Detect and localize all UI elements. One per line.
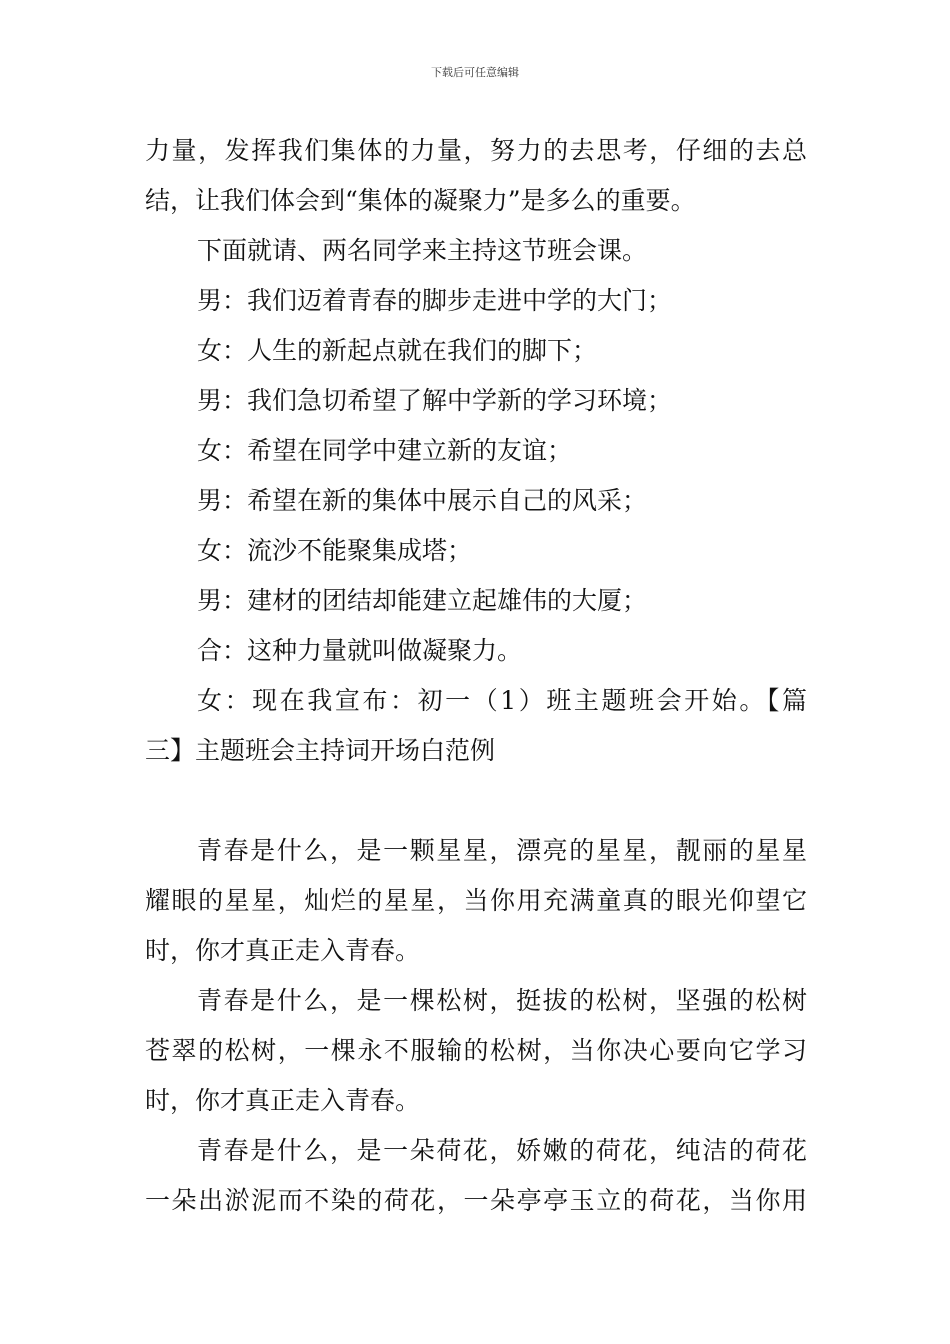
text-line: 青春是什么，是一颗星星，漂亮的星星，靓丽的星星 <box>197 836 807 865</box>
dialogue-line: 女：人生的新起点就在我们的脚下； <box>197 336 598 365</box>
text-line: 结，让我们体会到“集体的凝聚力”是多么的重要。 <box>145 186 696 215</box>
text-line: 力量，发挥我们集体的力量，努力的去思考，仔细的去总 <box>145 136 807 165</box>
text-line: 一朵出淤泥而不染的荷花，一朵亭亭玉立的荷花，当你用 <box>145 1186 807 1215</box>
section-title-line: 三】主题班会主持词开场白范例 <box>145 736 496 765</box>
text-line: 青春是什么，是一棵松树，挺拔的松树，坚强的松树 <box>197 986 807 1015</box>
page-header: 下载后可任意编辑 <box>431 66 519 79</box>
dialogue-line: 女：流沙不能聚集成塔； <box>197 536 473 565</box>
text-line: 青春是什么，是一朵荷花，娇嫩的荷花，纯洁的荷花 <box>197 1136 807 1165</box>
text-line: 耀眼的星星，灿烂的星星，当你用充满童真的眼光仰望它 <box>145 886 807 915</box>
text-line: 下面就请、两名同学来主持这节班会课。 <box>197 236 648 265</box>
text-line: 苍翠的松树，一棵永不服输的松树，当你决心要向它学习 <box>145 1036 807 1065</box>
dialogue-line: 男：我们迈着青春的脚步走进中学的大门； <box>197 286 673 315</box>
document-body <box>145 126 807 1226</box>
text-line: 时，你才真正走入青春。 <box>145 1086 421 1115</box>
dialogue-line: 男：建材的团结却能建立起雄伟的大厦； <box>197 586 648 615</box>
dialogue-line: 女：希望在同学中建立新的友谊； <box>197 436 573 465</box>
text-line: 时，你才真正走入青春。 <box>145 936 421 965</box>
paragraph-gap <box>145 776 807 826</box>
dialogue-line: 合：这种力量就叫做凝聚力。 <box>197 636 523 665</box>
dialogue-line: 男：我们急切希望了解中学新的学习环境； <box>197 386 673 415</box>
dialogue-line: 女：现在我宣布：初一（1）班主题班会开始。【篇 <box>197 686 807 715</box>
dialogue-line: 男：希望在新的集体中展示自己的风采； <box>197 486 648 515</box>
